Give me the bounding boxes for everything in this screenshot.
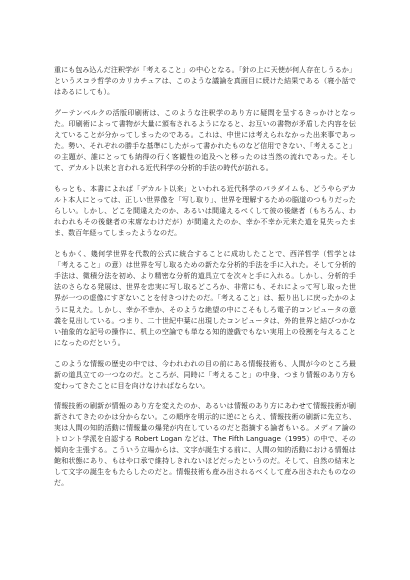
paragraph-1: 重にも包み込んだ注釈学が「考えること」の中心となる。「針の上に天使が何人存在しうるか」というスコラ哲学のカリカチュアは、このような議論を真面目に続けた結果である（寝小話ではあるにしても）。 — [54, 65, 356, 97]
paragraph-6: 情報技術の刷新が情報のあり方を変えたのか、あるいは情報のあり方にあわせて情報技術が刷新されてきたのかは分からない。この順序を明示的に逆にとらえ、情報技術の刷新に先立ち、実は人間の知的活動に情報量の爆発が内在しているのだと指摘する論者もいる。メディア論のトロント学派を自認する Robert Logan などは、The Fifth Language（1995）の中で、その傾向を主張する。こういう立場からは、文字が誕生する前に、人間の知的活動における情報は飽和状態にあり、もはや口承で維持しきれないほどだったというのだ。そして、自然の結末として文字の誕生をもたらしたのだと。情報技術も産み出されるべくして産み出されたものなのだ。 — [54, 400, 356, 488]
document-body — [54, 64, 356, 498]
paragraph-5: このような情報の歴史の中では、今われわれの目の前にある情報技術も、人間が今のところ最新の道具立ての一つなのだ。ところが、同時に「考えること」の中身、つまり情報のあり方も変わってきたことに目を向けなければならない。 — [54, 358, 356, 390]
paragraph-4: ともかく、幾何学世界を代数的公式に統合することに成功したことで、西洋哲学（哲学とは「考えること」の意）は世界を写し取るための新たな分析的手法を手に入れた。そして分析的手法は、微積分法を初め、より精密な分析的道具立てを次々と手に入れる。しかし、分析的手法のさらなる発展は、世界を忠実に写し取るどころか、非常にも、それによって写し取った世界が一つの虚像にすぎないことを付きつけたのだ。「考えること」は、振り出しに戻ったかのように見えた。しかし、幸か不幸か、そのような絶望の中にこそもしろ電子的コンピュータの意義を見出している。つまり、二十世紀中葉に出現したコンピュータは、外的世界と結びつかない抽象的な記号の操作に、机上の空論でも単なる知的遊戯でもない実用上の役割を与えることになったのだという。 — [54, 249, 356, 347]
paragraph-3: もっとも、本書によれば「デカルト以来」といわれる近代科学のパラダイムも、どうやらデカルト本人にとっては、正しい世界像を「写し取り」、世界を理解するための脳道のつもりだったらしい。しかし、どこを間違えたのか、あるいは間違えるべくして彼の後継者（もちろん、われわれもその後継者の末席なわけだが）が間違えたのか、幸か不幸か元来た道を見失ったまま、数百年経ってしまったようなのだ。 — [54, 184, 356, 238]
paragraph-2: グーテンベルクの活版印刷術は、このような注釈学のあり方に疑問を呈するきっかけとなった。印刷術によって書物が大量に頒布されるようになると、お互いの書物が矛盾した内容を伝えていることが分かってしまったのである。これは、中世には考えられなかった出来事であった。勢い、それぞれの勝手な基準にしたがって書かれたものなど信用できない、「考えること」の主題が、誰にとっても納得の行く客観性の追及へと移ったのは当然の流れであった。そして、デカルト以来と言われる近代科学の分析的手法の時代が訪れる。 — [54, 107, 356, 173]
